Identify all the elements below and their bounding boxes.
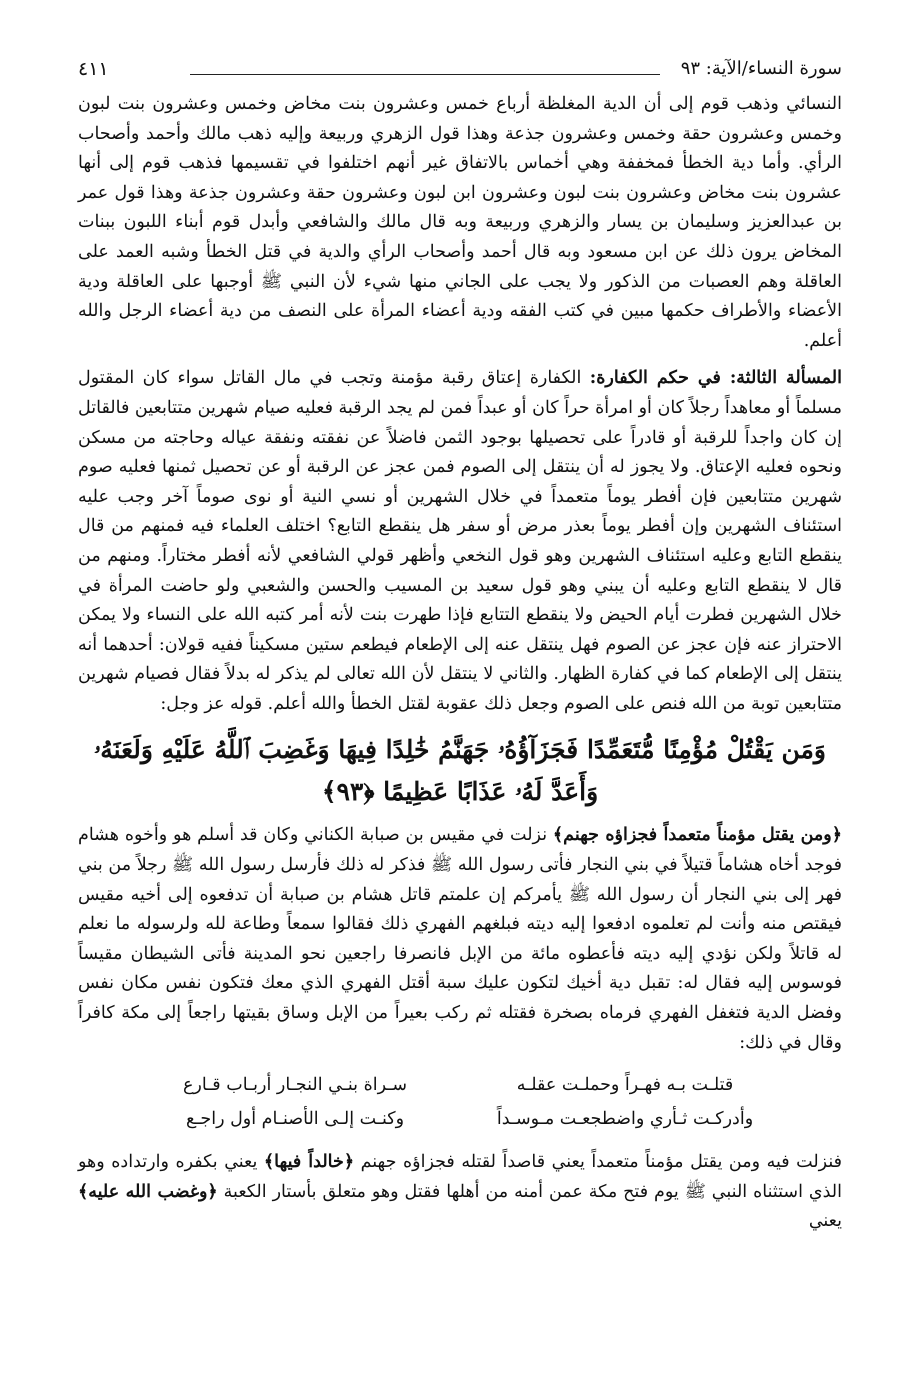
poem-hemistich: وأدركـت ثـأري واضطجعـت مـوسـداً	[496, 1109, 754, 1130]
poem-hemistich: قتلـت بـه فهـراً وحملـت عقلـه	[516, 1075, 734, 1096]
verse-quote: ﴿خالداً فيها﴾	[263, 1152, 355, 1173]
body-text	[78, 90, 842, 1237]
running-title: سورة النساء/الآية: ٩٣	[680, 58, 842, 79]
quran-verse: وَمَن يَقْتُلْ مُؤْمِنًا مُّتَعَمِّدًا فَجَزَآؤُهُۥ جَهَنَّمُ خَٰلِدًا فِيهَا وَغَضِبَ ٱللَّهُ عَلَيْهِ وَلَعَنَهُۥ وَأَعَدَّ لَهُۥ عَذَابًا عَظِيمًا ﴿٩٣﴾	[93, 735, 827, 807]
paragraph-tafsir	[78, 1148, 842, 1237]
poem	[78, 1068, 842, 1136]
tafsir-text: فنزلت فيه ومن يقتل مؤمناً متعمداً يعني قاصداً لقتله فجزاؤه جهنم	[360, 1152, 842, 1173]
page-number: ٤١١	[78, 58, 109, 80]
paragraph-kaffarah-text: الكفارة إعتاق رقبة مؤمنة وتجب في مال القاتل سواء كان المقتول مسلماً أو معاهداً رجلاً كان أو امرأة حراً كان أو عبداً فمن لم يجد الرقبة فعليه صيام شهرين متتابعين فالقاتل إن كان واجداً للرقبة أو قادراً على تحصيلها بوجود الثمن فاضلاً عن نفقته ونفقة عياله وحاجته من مسكن ونحوه فعليه الإعتاق. ولا يجوز له أن ينتقل إلى الصوم فمن عجز عن الرقبة أو عن تحصيل ثمنها فعليه صوم شهرين متتابعين فإن أفطر يوماً متعمداً في خلال الشهرين أو نسي النية أو نوى صوماً آخر وجب عليه استئناف الشهرين وإن أفطر يوماً بعذر مرض أو سفر هل ينقطع التابع؟ اختلف العلماء فيه فمنهم من قال ينقطع التابع وعليه استئناف الشهرين وهو قول النخعي وأظهر قولي الشافعي لأنه أفطر مختاراً. ومنهم من قال لا ينقطع التابع وعليه أن يبني وهو قول سعيد بن المسيب والحسن والشعبي ولو حاضت المرأة في خلال الشهرين فطرت أيام الحيض ولا ينقطع التتابع فإذا طهرت بنت لأنه أمر كتبه الله على النساء ولا يمكن الاحتراز عنه فإن عجز عن الصوم فهل ينتقل عنه إلى الإطعام فيطعم ستين مسكيناً ففيه قولان: أحدهما أنه ينتقل إلى الإطعام كما في كفارة الظهار. والثاني لا ينتقل لأن الله تعالى لم يذكر له بدلاً فقال فصيام شهرين متتابعين توبة من الله فنص على الصوم وجعل ذلك عقوبة لقتل الخطأ والله أعلم. قوله عز وجل:	[78, 368, 842, 714]
tafsir-text: يعني	[808, 1211, 842, 1232]
page-header	[78, 48, 842, 90]
poem-hemistich: وكنـت إلـى الأصنـام أول راجـع	[185, 1109, 405, 1130]
header-rule	[190, 74, 660, 75]
section-heading: المسألة الثالثة: في حكم الكفارة:	[589, 368, 842, 389]
paragraph-asbab-text: نزلت في مقيس بن صبابة الكناني وكان قد أسلم هو وأخوه هشام فوجد أخاه هشاماً قتيلاً في بني النجار فأتى رسول الله ﷺ فذكر له ذلك فأرسل رسول الله ﷺ رجلاً من بني فهر إلى بني النجار أن رسول الله ﷺ يأمركم إن علمتم قاتل هشام بن صبابة أن تدفعوه إلى أخيه مقيس فيقتص منه وأنت لم تعلموه ادفعوا إليه ديته فبلغهم الفهري ذلك فقالوا سمعاً وطاعة لله ولرسوله ما نعلم له قاتلاً ولكن نؤدي إليه ديته فأعطوه مائة من الإبل فانصرفا راجعين نحو المدينة فأتى الشيطان مقيساً فوسوس إليه فقال له: تقبل دية أخيك لتكون عليك سبة أقتل الفهري الذي معك فتكون نفس مكان نفس وفضل الدية فتغفل الفهري فرماه بصخرة فقتله ثم ركب بعيراً من الإبل وساق بقيتها راجعاً إلى مكة كافراً وقال في ذلك:	[78, 825, 842, 1053]
paragraph-diyah: النسائي وذهب قوم إلى أن الدية المغلظة أرباع خمس وعشرون بنت مخاض وخمس وعشرون بنت لبون وخمس وعشرون حقة وخمس وعشرون جذعة وهذا قول الزهري وربيعة وإليه ذهب مالك وأحمد وأصحاب الرأي. وأما دية الخطأ فمخففة وهي أخماس بالاتفاق غير أنهم اختلفوا في تقسيمها فذهب قوم إلى أنها عشرون بنت مخاض وعشرون بنت لبون وعشرون ابن لبون وعشرون حقة وعشرون جذعة وهذا قول عمر بن عبدالعزيز وسليمان بن يسار والزهري وربيعة وبه قال مالك والشافعي وأبدل قوم أبناء اللبون ببنات المخاض يرون ذلك عن ابن مسعود وبه قال أحمد وأصحاب الرأي والدية في قتل الخطأ وشبه العمد على العاقلة وهم العصبات من الذكور ولا يجب على الجاني منها شيء لأن النبي ﷺ أوجبها على العاقلة ودية الأعضاء والأطراف حكمها مبين في كتب الفقه ودية أعضاء المرأة على النصف من دية أعضاء الرجل والله أعلم.	[78, 94, 842, 351]
verse-quote: ﴿ومن يقتل مؤمناً متعمداً فجزاؤه جهنم﴾	[552, 825, 842, 846]
tafsir-text: يعني بكفره وارتداده وهو الذي استثناه النبي ﷺ يوم فتح مكة عمن أمنه من أهلها فقتل وهو متعلق بأستار الكعبة	[78, 1152, 842, 1202]
poem-line	[78, 1068, 842, 1102]
verse-quote: ﴿وغضب الله عليه﴾	[78, 1181, 218, 1202]
poem-hemistich: سـراة بنـي النجـار أربـاب قـارع	[182, 1075, 408, 1096]
poem-line	[78, 1102, 842, 1136]
paragraph-asbab	[78, 821, 842, 1058]
paragraph-kaffarah	[78, 364, 842, 719]
